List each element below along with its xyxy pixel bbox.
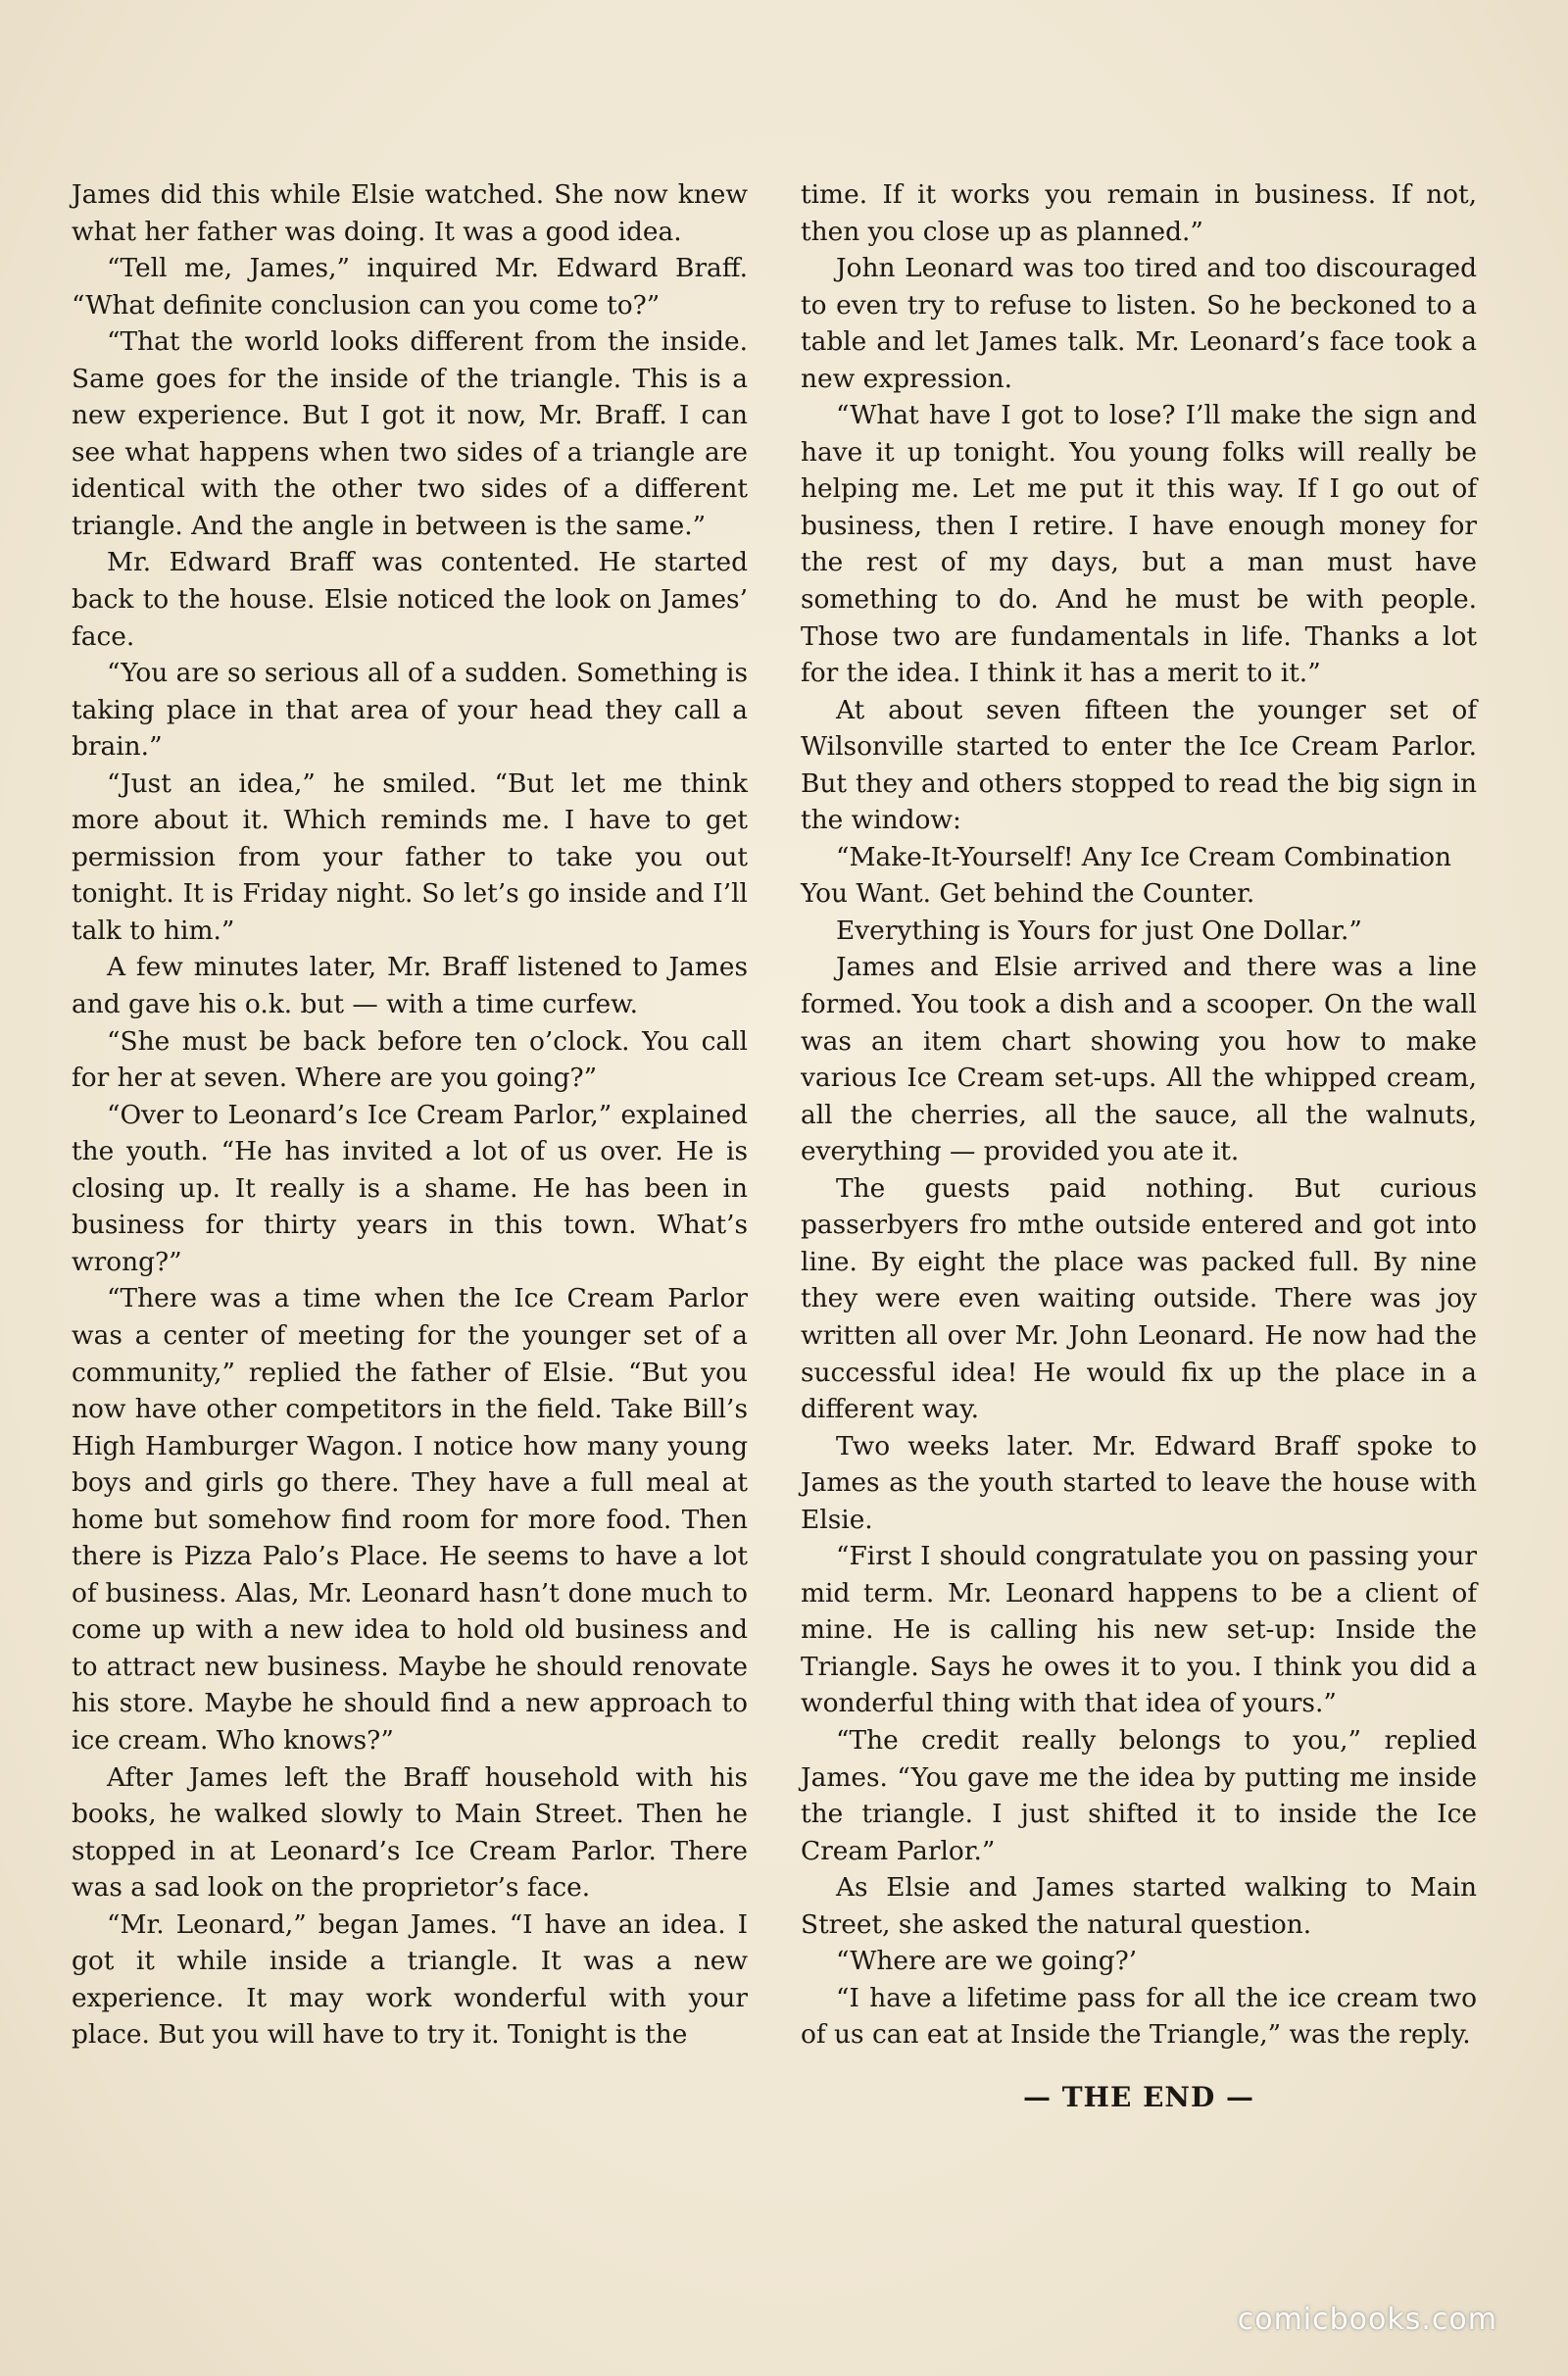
paragraph: “I have a lifetime pass for all the ice cream two of us can eat at Inside the Triangle,” was the reply. (801, 1982, 1477, 2051)
left-column (72, 176, 748, 2054)
paragraph: Two weeks later. Mr. Edward Braff spoke to James as the youth started to leave the house with Elsie. (801, 1430, 1477, 1535)
paragraph: “That the world looks different from the inside. Same goes for the inside of the triangle. This is a new experience. But I got it now, Mr. Braff. I can see what happens when two sides of a triangle are identical with the other two sides of a different triangle. And the angle in between is the same.” (72, 326, 748, 541)
paragraph: At about seven fifteen the younger set of Wilsonville started to enter the Ice Cream Parlor. But they and others stopped to read the big sign in the window: (801, 694, 1477, 836)
paragraph: time. If it works you remain in business. If not, then you close up as planned.” (801, 179, 1477, 247)
paragraph: As Elsie and James started walking to Main Street, she asked the natural question. (801, 1872, 1477, 1940)
paragraph: “Mr. Leonard,” began James. “I have an idea. I got it while inside a triangle. It was a new experience. It may work wonderful with your place. But you will have to try it. Tonight is the (72, 1908, 748, 2051)
right-column (801, 176, 1477, 2115)
paragraph: “The credit really belongs to you,” replied James. “You gave me the idea by putting me inside the triangle. I just shifted it to inside the Ice Cream Parlor.” (801, 1724, 1477, 1866)
paragraph: James and Elsie arrived and there was a line formed. You took a dish and a scooper. On the wall was an item chart showing you how to make various Ice Cream set-ups. All the whipped cream, all the cherries, all the sauce, all the walnuts, everything — provided you ate it. (801, 952, 1477, 1167)
paragraph: Mr. Edward Braff was contented. He started back to the house. Elsie noticed the look on James’ face. (72, 547, 748, 652)
paragraph: James did this while Elsie watched. She now knew what her father was doing. It was a good idea. (72, 179, 748, 247)
paragraph: “You are so serious all of a sudden. Something is taking place in that area of your head they call a brain.” (72, 658, 748, 763)
paragraph: “She must be back before ten o’clock. You call for her at seven. Where are you going?” (72, 1025, 748, 1094)
paragraph: “Where are we going?’ (836, 1946, 1138, 1977)
paragraph: A few minutes later, Mr. Braff listened to James and gave his o.k. but — with a time curfew. (72, 952, 748, 1020)
paragraph: “Just an idea,” he smiled. “But let me think more about it. Which reminds me. I have to get permission from your father to take you out tonight. It is Friday night. So let’s go inside and I’ll talk to him.” (72, 767, 748, 946)
paragraph: After James left the Braff household with his books, he walked slowly to Main Street. Then he stopped in at Leonard’s Ice Cream Parlor. There was a sad look on the proprietor’s face. (72, 1761, 748, 1904)
paragraph: “Tell me, James,” inquired Mr. Edward Braff. “What definite conclusion can you come to?” (72, 253, 748, 321)
the-end-marker: — THE END — (1022, 2080, 1255, 2113)
paragraph: “What have I got to lose? I’ll make the sign and have it up tonight. You young folks will really be helping me. Let me put it this way. If I go out of business, then I retire. I have enough money for the rest of my days, but a man must have something to do. And he must be with people. Those two are fundamentals in life. Thanks a lot for the idea. I think it has a merit to it.” (801, 400, 1477, 689)
paragraph: “First I should congratulate you on passing your mid term. Mr. Leonard happens to be a client of mine. He is calling his new set-up: Inside the Triangle. Says he owes it to you. I think you did a wonderful thing with that idea of yours.” (801, 1541, 1477, 1719)
site-watermark: comicbooks.com (1237, 2302, 1497, 2337)
sign-text-line-1: “Make-It-Yourself! Any Ice Cream Combination You Want. Get behind the Counter. (801, 841, 1452, 910)
paragraph: The guests paid nothing. But curious passerbyers fro mthe outside entered and got into line. By eight the place was packed full. By nine they were even waiting outside. There was joy written all over Mr. John Leonard. He now had the successful idea! He would fix up the place in a different way. (801, 1172, 1477, 1425)
paragraph: John Leonard was too tired and too discouraged to even try to refuse to listen. So he beckoned to a table and let James talk. Mr. Leonard’s face took a new expression. (801, 253, 1477, 394)
sign-text-line-2: Everything is Yours for just One Dollar.” (836, 915, 1362, 946)
paragraph: “Over to Leonard’s Ice Cream Parlor,” explained the youth. “He has invited a lot of us over. He is closing up. It really is a shame. He has been in business for thirty years in this town. What’s wrong?” (72, 1099, 748, 1277)
paragraph: “There was a time when the Ice Cream Parlor was a center of meeting for the younger set of a community,” replied the father of Elsie. “But you now have other competitors in the field. Take Bill’s High Hamburger Wagon. I notice how many young boys and girls go there. They have a full meal at home but somehow find room for more food. Then there is Pizza Palo’s Place. He seems to have a lot of business. Alas, Mr. Leonard hasn’t done much to come up with a new idea to hold old business and to attract new business. Maybe he should renovate his store. Maybe he should find a new approach to ice cream. Who knows?” (72, 1283, 748, 1756)
